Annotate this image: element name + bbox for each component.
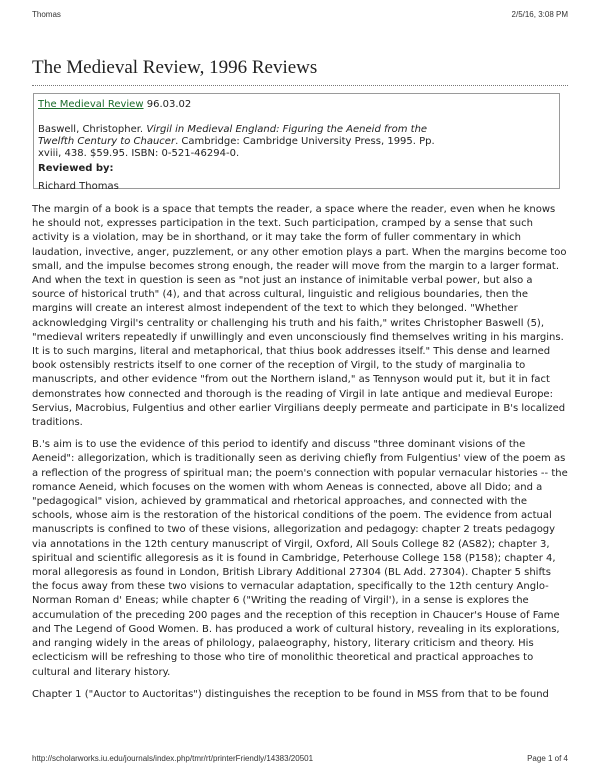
citation-title: Virgil in Medieval England: Figuring the Aeneid from the Twelfth Century to Chaucer: [38, 124, 428, 147]
paragraph-2: B.'s aim is to use the evidence of this period to identify and discuss "three dominant visions of the Aeneid": allegorization, which is traditionally seen as deriving chiefly from Fulgentius' view of the poem as a reflection of the progress of spiritual man; the poem's connection with popular vernacular histories -- the romance Aeneid, which focuses on the women with whom Aeneas is connected, above all Dido; and a "pedagogical" vision, achieved by grammatical and rhetorical approaches, and connected with the schools, whose aim is the restoration of the historical conditions of the poem. The evidence from actual manuscripts is confined to two of these visions, allegorization and pedagogy: chapter 2 treats pedagogy via annotations in the 12th century manuscript of Virgil, Oxford, All Souls College 82 (AS82); chapter 3, spiritual and scientific allegoresis as it is found in Cambridge, Peterhouse College 158 (P158); chapter 4, moral allegoresis as found in London, British Library Additional 27304 (BL Add. 27304). Chapter 5 shifts the focus away from these two visions to vernacular adaptation, specifically to the 12th century Anglo-Norman Roman d' Eneas; while chapter 6 ("Writing the reading of Virgil'), in a sense is explores the accumulation of the preceding 200 pages and the reception of this reception in Chaucer's House of Fame and The Legend of Good Women. B. has produced a work of cultural history, revealing in its explorations, and ranging widely in the areas of philology, palaeography, history, literary criticism and theory. His eclecticism will be refreshing to those who tire of monolithic theoretical and practical approaches to cultural and literary history.: [32, 439, 568, 678]
issue-number: 96.03.02: [146, 99, 192, 110]
reviewer-name: Richard Thomas: [38, 181, 119, 192]
book-citation: [38, 124, 448, 160]
print-footer-url: http://scholarworks.iu.edu/journals/index.php/tmr/rt/printerFriendly/14383/20501: [32, 754, 314, 763]
review-body: [32, 203, 568, 710]
print-header-datetime: 2/5/16, 3:08 PM: [511, 10, 568, 19]
citation-publication: . Cambridge: Cambridge University Press, 1995. Pp. xviii, 438. $59.95. ISBN: 0-521-46294-0.: [38, 136, 435, 159]
dotted-divider: [32, 85, 568, 86]
paragraph-1: The margin of a book is a space that tempts the reader, a space where the reader, even when he knows he should not, expresses participation in the text. Such participation, cramped by a sense that such activity is a violation, may be in shorthand, or it may take the form of fuller commentary in which laudation, invective, anger, puzzlement, or any other emotion plays a part. When the margins become too small, and the impulse becomes strong enough, the reader will move from the margin to a larger format. And when the text in question is seen as "not just an instance of inimitable verbal power, but also a source of historical truth" (4), and that across cultural, linguistic and religious boundaries, then the margins will create an interest almost independent of the text to which they belonged. "Whether acknowledging Virgil's centrality or challenging his truth and his faith," writes Christopher Baswell (5), "medieval writers repeatedly if unwillingly and even unconsciously find themselves writing in his margins. It is to such margins, literal and metaphorical, that thius book addresses itself." This dense and learned book ostensibly restricts itself to one corner of the reception of Virgil, to the study of marginalia to manuscripts, and other evidence "from out the Northern island," as Tennyson would put it, but it in fact demonstrates how connected and thorough is the reading of Virgil in late antique and medieval Europe: Servius, Macrobius, Fulgentius and other earlier Virgilians deeply permeate and participate in B's localized traditions.: [32, 204, 567, 429]
print-footer-page: Page 1 of 4: [527, 754, 568, 763]
paragraph-3: Chapter 1 ("Auctor to Auctoritas") distinguishes the reception to be found in MSS from that to be found: [32, 688, 549, 700]
page-title: The Medieval Review, 1996 Reviews: [32, 57, 318, 78]
record-header-line: [38, 99, 559, 111]
review-record-box: [33, 93, 560, 192]
citation-author: Baswell, Christopher.: [38, 124, 144, 135]
journal-link[interactable]: The Medieval Review: [38, 99, 144, 110]
reviewed-by-label: Reviewed by:: [38, 163, 114, 174]
print-footer: [32, 754, 568, 766]
print-header: [32, 10, 568, 22]
print-header-title: Thomas: [32, 10, 61, 19]
